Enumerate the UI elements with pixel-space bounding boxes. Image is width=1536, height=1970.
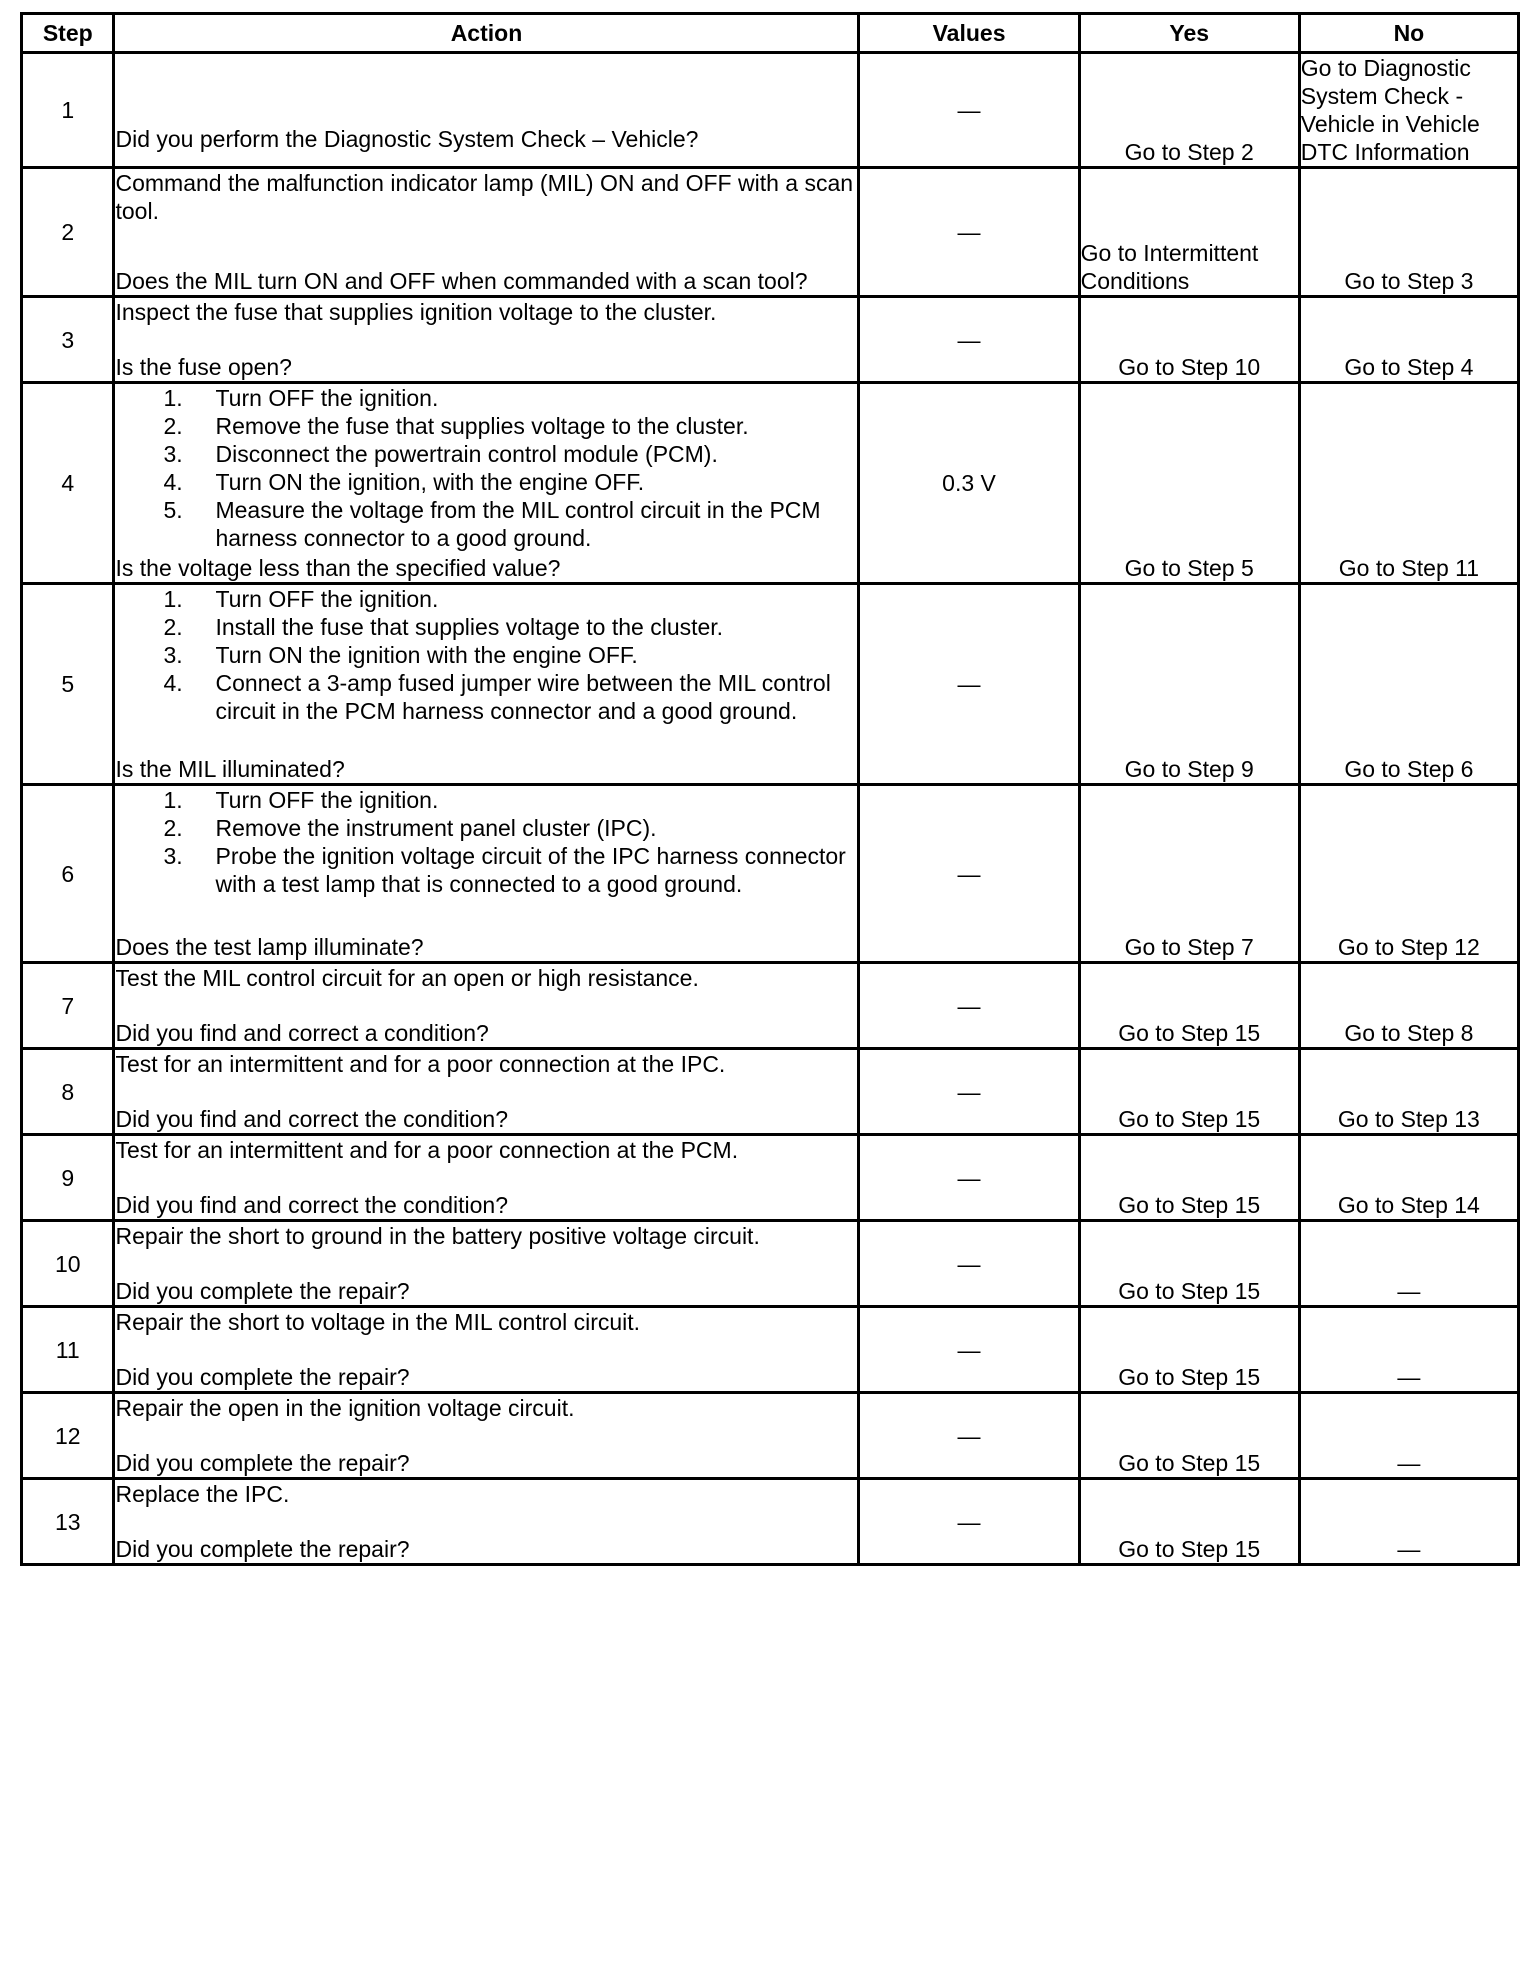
action-instructions: [115, 1050, 857, 1078]
procedure-item-text: Turn OFF the ignition.: [215, 385, 439, 411]
step-number: 5: [22, 584, 114, 785]
procedure-item-text: Disconnect the powertrain control module (PCM).: [215, 441, 718, 467]
table-row: [22, 1393, 1519, 1479]
action-content: [115, 1222, 857, 1305]
action-instructions: [115, 1222, 857, 1250]
action-instructions: [115, 1308, 857, 1336]
action-instructions: [115, 298, 857, 326]
procedure-item-number: 2.: [163, 815, 183, 841]
procedure-item-text: Probe the ignition voltage circuit of the IPC harness connector with a test lamp that is connected to a good ground.: [215, 843, 846, 897]
diagnostic-table-sheet: [20, 12, 1520, 1566]
procedure-item-text: Remove the fuse that supplies voltage to the cluster.: [215, 413, 749, 439]
value-cell: —: [859, 1221, 1079, 1307]
value-cell: —: [859, 168, 1079, 297]
action-instruction-text: Test the MIL control circuit for an open or high resistance.: [115, 965, 699, 991]
action-instruction-text: Command the malfunction indicator lamp (MIL) ON and OFF with a scan tool.: [115, 170, 854, 224]
action-cell: [114, 297, 859, 383]
action-content: [115, 1050, 857, 1133]
procedure-item-number: 2.: [163, 614, 183, 640]
action-content: [115, 1480, 857, 1563]
table-row: [22, 1307, 1519, 1393]
table-row: [22, 168, 1519, 297]
procedure-list-item: [115, 814, 857, 842]
procedure-item-number: 1.: [163, 787, 183, 813]
procedure-item-number: 3.: [163, 441, 183, 467]
action-instructions: [115, 1480, 857, 1508]
table-row: [22, 1221, 1519, 1307]
yes-result: Go to Step 15: [1079, 963, 1299, 1049]
action-question: Did you perform the Diagnostic System Check – Vehicle?: [115, 126, 699, 152]
procedure-item-number: 4.: [163, 469, 183, 495]
procedure-item-text: Install the fuse that supplies voltage to the cluster.: [215, 614, 724, 640]
action-cell: [114, 53, 859, 168]
action-instruction-text: Repair the short to ground in the battery positive voltage circuit.: [115, 1223, 760, 1249]
diagnostic-table: [20, 12, 1520, 1566]
action-content: [115, 585, 857, 783]
procedure-item-text: Turn OFF the ignition.: [215, 586, 439, 612]
action-cell: [114, 1135, 859, 1221]
value-cell: —: [859, 785, 1079, 963]
yes-result: Go to Step 9: [1079, 584, 1299, 785]
action-cell: [114, 1049, 859, 1135]
value-cell: —: [859, 1307, 1079, 1393]
action-content: [115, 298, 857, 381]
action-cell: [114, 1479, 859, 1565]
procedure-item-text: Turn ON the ignition, with the engine OFF.: [215, 469, 645, 495]
no-result: Go to Step 14: [1299, 1135, 1518, 1221]
value-cell: —: [859, 1393, 1079, 1479]
no-result: —: [1299, 1221, 1518, 1307]
value-cell: —: [859, 1049, 1079, 1135]
no-result: —: [1299, 1393, 1518, 1479]
step-number: 7: [22, 963, 114, 1049]
procedure-item-number: 3.: [163, 642, 183, 668]
table-row: [22, 297, 1519, 383]
action-cell: [114, 168, 859, 297]
value-cell: —: [859, 1479, 1079, 1565]
no-result: Go to Step 3: [1299, 168, 1518, 297]
step-number: 10: [22, 1221, 114, 1307]
table-row: [22, 963, 1519, 1049]
action-instructions: [115, 169, 857, 225]
step-number: 6: [22, 785, 114, 963]
action-content: [115, 964, 857, 1047]
table-body: [22, 53, 1519, 1565]
yes-result: Go to Step 5: [1079, 383, 1299, 584]
table-row: [22, 584, 1519, 785]
procedure-list-item: [115, 786, 857, 814]
procedure-list-item: [115, 468, 857, 496]
value-cell: —: [859, 963, 1079, 1049]
action-content: [115, 54, 857, 153]
yes-result: Go to Step 7: [1079, 785, 1299, 963]
header-no: No: [1299, 14, 1518, 53]
yes-result: Go to Step 15: [1079, 1049, 1299, 1135]
table-row: [22, 1479, 1519, 1565]
no-result: Go to Step 4: [1299, 297, 1518, 383]
value-cell: —: [859, 1135, 1079, 1221]
procedure-list-item: [115, 641, 857, 669]
action-content: [115, 786, 857, 961]
header-row: [22, 14, 1519, 53]
action-question: Did you find and correct a condition?: [115, 1020, 489, 1046]
no-result: —: [1299, 1479, 1518, 1565]
yes-result: Go to Step 15: [1079, 1221, 1299, 1307]
procedure-item-text: Connect a 3-amp fused jumper wire between the MIL control circuit in the PCM harness connector and a good ground.: [215, 670, 831, 724]
yes-result: Go to Step 15: [1079, 1479, 1299, 1565]
action-content: [115, 169, 857, 295]
action-instructions: [115, 1136, 857, 1164]
action-question: Is the fuse open?: [115, 354, 292, 380]
action-cell: [114, 1307, 859, 1393]
procedure-list-item: [115, 440, 857, 468]
action-question: Did you complete the repair?: [115, 1536, 410, 1562]
table-row: [22, 1049, 1519, 1135]
yes-result: Go to Step 15: [1079, 1307, 1299, 1393]
action-question: Did you complete the repair?: [115, 1450, 410, 1476]
procedure-list-item: [115, 384, 857, 412]
no-result: Go to Step 12: [1299, 785, 1518, 963]
action-instructions: [115, 1394, 857, 1422]
table-row: [22, 53, 1519, 168]
action-instructions: [115, 786, 857, 898]
action-question: Did you complete the repair?: [115, 1364, 410, 1390]
value-cell: —: [859, 297, 1079, 383]
yes-result: Go to Intermittent Conditions: [1079, 168, 1299, 297]
table-row: [22, 383, 1519, 584]
value-cell: 0.3 V: [859, 383, 1079, 584]
action-question: Is the voltage less than the specified value?: [115, 555, 561, 581]
procedure-list: [115, 384, 857, 552]
step-number: 13: [22, 1479, 114, 1565]
no-result: Go to Step 11: [1299, 383, 1518, 584]
procedure-item-text: Measure the voltage from the MIL control circuit in the PCM harness connector to a good ground.: [215, 497, 821, 551]
procedure-list-item: [115, 496, 857, 552]
procedure-item-text: Remove the instrument panel cluster (IPC).: [215, 815, 657, 841]
step-number: 11: [22, 1307, 114, 1393]
action-content: [115, 1136, 857, 1219]
action-instruction-text: Inspect the fuse that supplies ignition voltage to the cluster.: [115, 299, 717, 325]
action-content: [115, 1308, 857, 1391]
procedure-item-number: 1.: [163, 586, 183, 612]
action-content: [115, 384, 857, 582]
action-instruction-text: Repair the short to voltage in the MIL control circuit.: [115, 1309, 641, 1335]
yes-result: Go to Step 10: [1079, 297, 1299, 383]
step-number: 8: [22, 1049, 114, 1135]
no-result: —: [1299, 1307, 1518, 1393]
action-cell: [114, 1221, 859, 1307]
header-values: Values: [859, 14, 1079, 53]
step-number: 12: [22, 1393, 114, 1479]
procedure-list-item: [115, 585, 857, 613]
procedure-list-item: [115, 613, 857, 641]
procedure-list: [115, 585, 857, 725]
action-instruction-text: Test for an intermittent and for a poor connection at the IPC.: [115, 1051, 726, 1077]
action-cell: [114, 584, 859, 785]
action-content: [115, 1394, 857, 1477]
procedure-list-item: [115, 412, 857, 440]
step-number: 2: [22, 168, 114, 297]
action-cell: [114, 1393, 859, 1479]
no-result: Go to Step 13: [1299, 1049, 1518, 1135]
action-cell: [114, 785, 859, 963]
action-question: Did you complete the repair?: [115, 1278, 410, 1304]
action-question: Does the test lamp illuminate?: [115, 934, 424, 960]
header-yes: Yes: [1079, 14, 1299, 53]
procedure-list: [115, 786, 857, 898]
action-instructions: [115, 384, 857, 552]
action-instruction-text: Replace the IPC.: [115, 1481, 290, 1507]
action-cell: [114, 383, 859, 584]
step-number: 9: [22, 1135, 114, 1221]
yes-result: Go to Step 2: [1079, 53, 1299, 168]
no-result: Go to Step 8: [1299, 963, 1518, 1049]
table-row: [22, 785, 1519, 963]
action-instructions: [115, 585, 857, 725]
action-instruction-text: Repair the open in the ignition voltage circuit.: [115, 1395, 575, 1421]
value-cell: —: [859, 584, 1079, 785]
action-cell: [114, 963, 859, 1049]
step-number: 4: [22, 383, 114, 584]
yes-result: Go to Step 15: [1079, 1393, 1299, 1479]
step-number: 3: [22, 297, 114, 383]
table-row: [22, 1135, 1519, 1221]
procedure-list-item: [115, 842, 857, 898]
procedure-item-number: 3.: [163, 843, 183, 869]
action-instructions: [115, 964, 857, 992]
procedure-list-item: [115, 669, 857, 725]
step-number: 1: [22, 53, 114, 168]
procedure-item-text: Turn OFF the ignition.: [215, 787, 439, 813]
action-instruction-text: Test for an intermittent and for a poor connection at the PCM.: [115, 1137, 739, 1163]
no-result: Go to Diagnostic System Check - Vehicle in Vehicle DTC Information: [1299, 53, 1518, 168]
action-question: Did you find and correct the condition?: [115, 1106, 509, 1132]
procedure-item-number: 5.: [163, 497, 183, 523]
procedure-item-number: 2.: [163, 413, 183, 439]
header-action: Action: [114, 14, 859, 53]
action-question: Did you find and correct the condition?: [115, 1192, 509, 1218]
value-cell: —: [859, 53, 1079, 168]
no-result: Go to Step 6: [1299, 584, 1518, 785]
procedure-item-number: 4.: [163, 670, 183, 696]
procedure-item-text: Turn ON the ignition with the engine OFF.: [215, 642, 638, 668]
yes-result: Go to Step 15: [1079, 1135, 1299, 1221]
action-question: Is the MIL illuminated?: [115, 756, 345, 782]
action-question: Does the MIL turn ON and OFF when commanded with a scan tool?: [115, 268, 808, 294]
header-step: Step: [22, 14, 114, 53]
procedure-item-number: 1.: [163, 385, 183, 411]
